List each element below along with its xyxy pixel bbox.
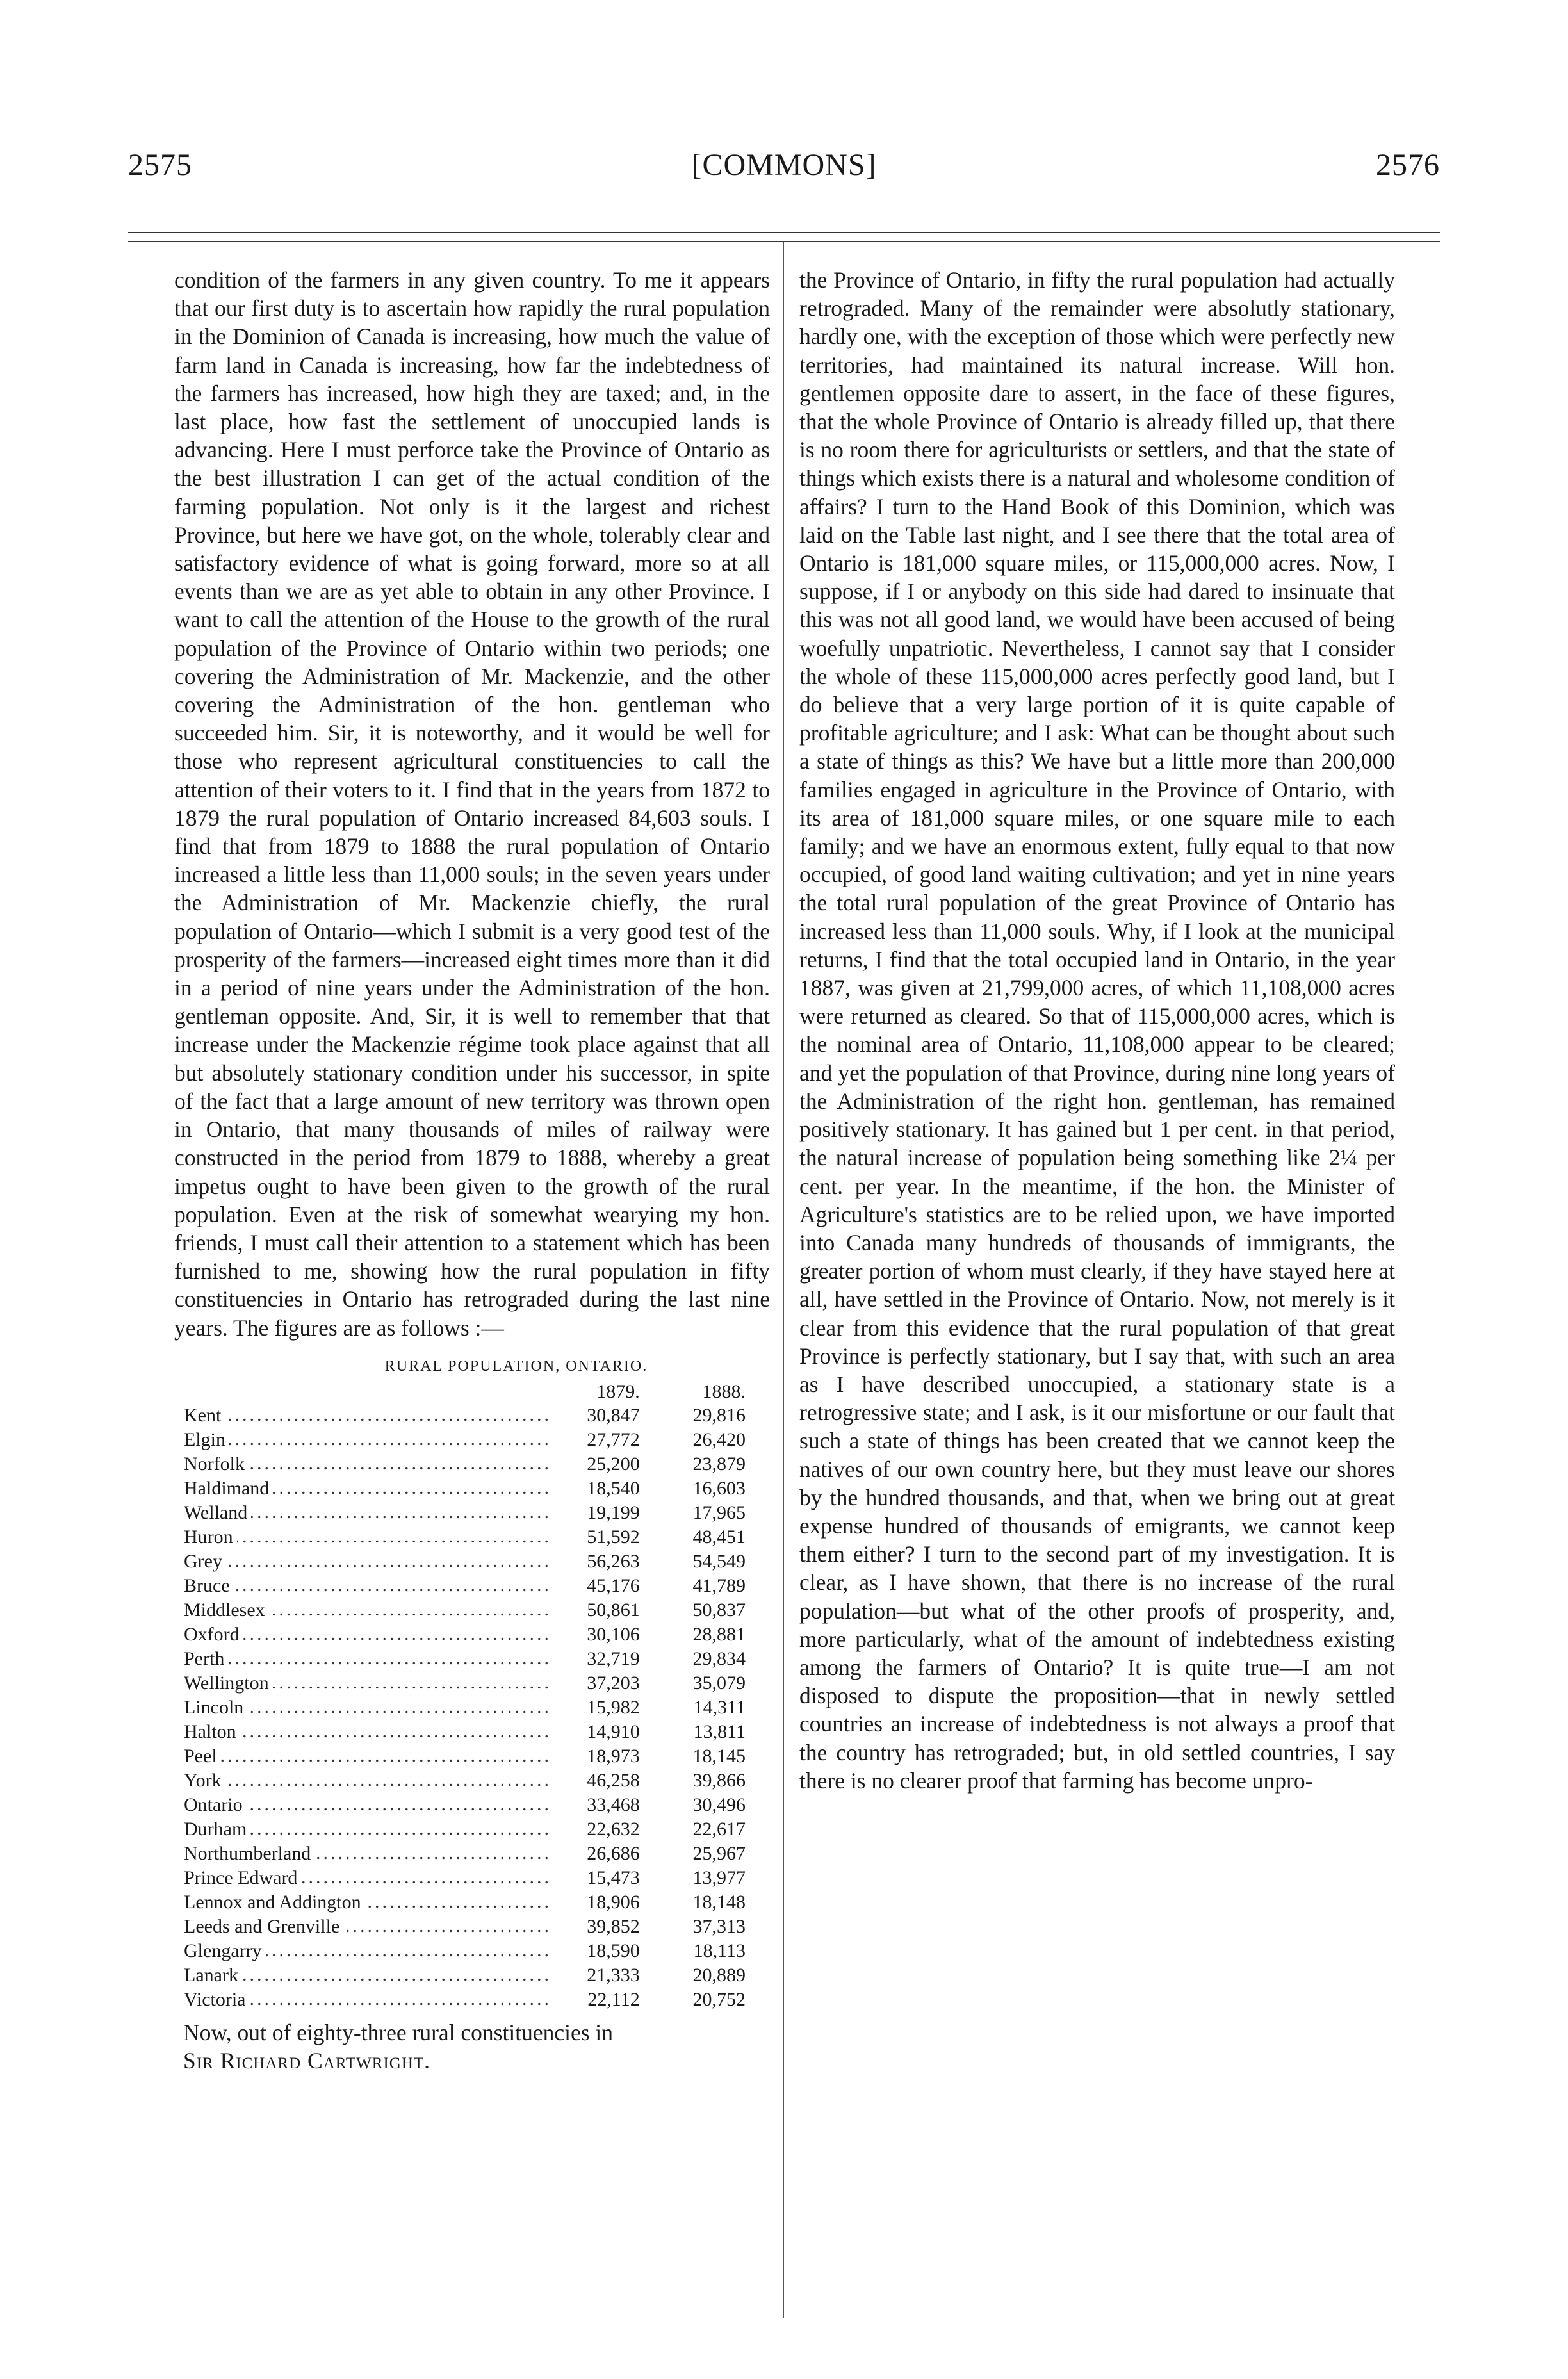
- population-1879: 32,719: [587, 1647, 640, 1669]
- page-number-left: 2575: [128, 148, 192, 182]
- table-row: [183, 1403, 760, 1428]
- constituency-label: Leeds and Grenville: [184, 1916, 343, 1937]
- constituency-label: Halton: [184, 1721, 240, 1742]
- constituency-name: [183, 1842, 548, 1866]
- constituency-name: [183, 1549, 548, 1574]
- population-1879: 56,263: [587, 1550, 640, 1572]
- constituency-label: Prince Edward: [184, 1867, 301, 1888]
- population-1888: 29,834: [692, 1647, 746, 1669]
- population-1888: 18,113: [693, 1940, 746, 1961]
- population-1879: 18,590: [587, 1940, 640, 1961]
- table-row: [183, 1574, 760, 1598]
- table-row: [183, 1696, 760, 1720]
- table-body: [183, 1403, 760, 2012]
- table-row: [183, 1915, 760, 1939]
- population-1888: 22,617: [692, 1818, 746, 1840]
- table-header-blank: [183, 1380, 548, 1403]
- population-1888: 17,965: [692, 1501, 746, 1523]
- after-table-text: Now, out of eighty-three rural constituencies in: [183, 2019, 614, 2045]
- constituency-name: [183, 1428, 548, 1452]
- page-title: [COMMONS]: [691, 148, 877, 182]
- table-row: [183, 1842, 760, 1866]
- constituency-name: [183, 1866, 548, 1890]
- table-row: [183, 1866, 760, 1890]
- table-row: [183, 1671, 760, 1696]
- population-1879: 50,861: [587, 1599, 640, 1621]
- constituency-label: Wellington: [184, 1672, 273, 1694]
- table-row: [183, 1647, 760, 1671]
- population-1879: 26,686: [587, 1842, 640, 1864]
- header-rule: [128, 232, 1440, 233]
- table-row: [183, 1452, 760, 1476]
- constituency-name: [183, 1720, 548, 1744]
- table-row: [183, 1769, 760, 1793]
- constituency-name: [183, 1525, 548, 1549]
- population-1888: 39,866: [692, 1769, 746, 1791]
- table-header-1879: 1879.: [596, 1380, 640, 1402]
- constituency-name: [183, 1623, 548, 1647]
- population-1879: 18,906: [587, 1891, 640, 1913]
- population-1888: 26,420: [692, 1428, 746, 1450]
- table-row: [183, 1744, 760, 1769]
- population-1879: 21,333: [587, 1964, 640, 1986]
- constituency-label: Grey: [184, 1551, 226, 1572]
- constituency-name: [183, 1501, 548, 1525]
- population-1888: 20,889: [692, 1964, 746, 1986]
- population-1879: 30,847: [587, 1404, 640, 1426]
- constituency-name: [183, 1696, 548, 1720]
- right-paragraph: the Province of Ontario, in fifty the rural population had actually retrograded. Many of the remainder were absolutly stationary, hardly one, with the exception of those which were perfectly new territories, had maintained its natural increase. Will hon. gentlemen opposite dare to assert, in the face of these figures, that the whole Province of Ontario is already filled up, that there is no room there for agriculturists or settlers, and that the state of things which exists there is a natural and wholesome condition of affairs? I turn to the Hand Book of this Dominion, which was laid on the Table last night, and I see there that the total area of Ontario is 181,000 square miles, or 115,000,000 acres. Now, I suppose, if I or anybody on this side had dared to insinuate that this was not all good land, we would have been accused of being woefully unpatriotic. Nevertheless, I cannot say that I consider the whole of these 115,000,000 acres perfectly good land, but I do believe that a very large portion of it is quite capable of profitable agriculture; and I ask: What can be thought about such a state of things as this? We have but a little more than 200,000 families engaged in agriculture in the Province of Ontario, with its area of 181,000 square miles, or one square mile to each family; and we have an enormous extent, fully equal to that now occupied, of good land waiting cultivation; and yet in nine years the total rural population of the great Province of Ontario has increased less than 11,000 souls. Why, if I look at the municipal returns, I find that the total occupied land in Ontario, in the year 1887, was given at 21,799,000 acres, of which 11,108,000 acres were returned as cleared. So that of 115,000,000 acres, which is the nominal area of Ontario, 11,108,000 appear to be cleared; and yet the population of that Province, during nine long years of the Administration of the right hon. gentleman, has remained positively stationary. It has gained but 1 per cent. in that period, the natural increase of population being something like 2¼ per cent. per year. In the meantime, if the hon. the Minister of Agriculture's statistics are to be relied upon, we have imported into Canada many hundreds of thousands of immigrants, the greater portion of whom must clearly, if they have stayed here at all, have settled in the Province of Ontario. Now, not merely is it clear from this evidence that the rural population of that great Province is perfectly stationary, but I say that, with such an area as I have described unoccupied, a stationary state is a retrogressive state; and I ask, is it our misfortune or our fault that such a state of things has been created that we cannot keep the natives of our own country here, but they must leave our shores by the hundred thousands, and that, when we bring out at great expense hundred of thousands of emigrants, we cannot keep them either? I turn to the second part of my investigation. It is clear, as I have shown, that there is no increase of the rural population—but what of the other proofs of prosperity, and, more particularly, what of the amount of indebtedness existing among the farmers of Ontario? It is quite true—I am not disposed to dispute the proposition—that in newly settled countries an increase of indebtedness is not always a proof that the country has retrograded; but, in old settled countries, I say there is no clearer proof that farming has become unpro-: [799, 267, 1395, 1794]
- table-row: [183, 1501, 760, 1525]
- constituency-label: Norfolk: [184, 1453, 249, 1475]
- constituency-label: Welland: [184, 1502, 251, 1523]
- constituency-name: [183, 1793, 548, 1817]
- population-1888: 30,496: [692, 1794, 746, 1815]
- header-rule-lower: [128, 241, 1440, 242]
- table-row: [183, 1598, 760, 1623]
- population-1879: 30,106: [587, 1623, 640, 1645]
- constituency-label: Ontario: [184, 1794, 247, 1815]
- table-row: [183, 1549, 760, 1574]
- constituency-name: [183, 1769, 548, 1793]
- population-1879: 25,200: [587, 1453, 640, 1475]
- constituency-label: Bruce: [184, 1575, 234, 1596]
- constituency-label: Victoria: [184, 1989, 250, 2010]
- population-1879: 18,973: [587, 1745, 640, 1767]
- population-1888: 28,881: [692, 1623, 746, 1645]
- constituency-label: Elgin: [184, 1429, 229, 1450]
- population-1888: 13,977: [692, 1867, 746, 1888]
- population-1879: 22,112: [587, 1988, 640, 2010]
- constituency-label: Northumberland: [184, 1843, 314, 1864]
- constituency-label: Peel: [184, 1745, 221, 1767]
- constituency-label: Oxford: [184, 1624, 243, 1645]
- constituency-name: [183, 1817, 548, 1842]
- constituency-name: [183, 1598, 548, 1623]
- population-1888: 16,603: [692, 1477, 746, 1499]
- table-header-row: [183, 1380, 760, 1403]
- table-row: [183, 1525, 760, 1549]
- constituency-name: [183, 1988, 548, 2012]
- population-1888: 37,313: [692, 1915, 746, 1937]
- constituency-name: [183, 1744, 548, 1769]
- constituency-label: Lennox and Addington: [184, 1892, 365, 1913]
- population-1879: 46,258: [587, 1769, 640, 1791]
- constituency-name: [183, 1647, 548, 1671]
- population-1879: 18,540: [587, 1477, 640, 1499]
- constituency-label: Lincoln: [184, 1697, 247, 1718]
- population-1879: 15,982: [587, 1696, 640, 1718]
- table-row: [183, 1793, 760, 1817]
- population-1888: 41,789: [692, 1574, 746, 1596]
- constituency-label: Perth: [184, 1648, 228, 1669]
- table-row: [183, 1988, 760, 2012]
- population-1879: 37,203: [587, 1672, 640, 1694]
- constituency-name: [183, 1452, 548, 1476]
- population-1888: 23,879: [692, 1453, 746, 1475]
- population-1879: 51,592: [587, 1526, 640, 1548]
- population-1888: 18,148: [692, 1891, 746, 1913]
- constituency-label: Kent: [184, 1405, 225, 1426]
- right-column: [799, 266, 1395, 1795]
- table-row: [183, 1476, 760, 1501]
- population-1879: 15,473: [587, 1867, 640, 1888]
- constituency-label: Haldimand: [184, 1478, 273, 1499]
- population-1879: 22,632: [587, 1818, 640, 1840]
- population-1879: 45,176: [587, 1574, 640, 1596]
- constituency-name: [183, 1574, 548, 1598]
- table-row: [183, 1963, 760, 1988]
- constituency-label: Huron: [184, 1526, 237, 1548]
- table-header-1888: 1888.: [702, 1380, 746, 1402]
- table-title: RURAL POPULATION, ONTARIO.: [384, 1357, 648, 1375]
- constituency-label: Lanark: [184, 1965, 242, 1986]
- table-row: [183, 1890, 760, 1915]
- table-row: [183, 1623, 760, 1647]
- population-1888: 13,811: [693, 1721, 746, 1742]
- table-row: [183, 1720, 760, 1744]
- constituency-label: Middlesex: [184, 1599, 269, 1621]
- constituency-name: [183, 1403, 548, 1428]
- constituency-label: Durham: [184, 1819, 250, 1840]
- population-1888: 54,549: [692, 1550, 746, 1572]
- constituency-name: [183, 1915, 548, 1939]
- population-1879: 14,910: [587, 1721, 640, 1742]
- population-1879: 27,772: [587, 1428, 640, 1450]
- population-1888: 29,816: [692, 1404, 746, 1426]
- table-row: [183, 1939, 760, 1963]
- constituency-label: York: [184, 1770, 225, 1791]
- page-number-right: 2576: [1376, 148, 1440, 182]
- table-row: [183, 1817, 760, 1842]
- speaker-name: Sir Richard Cartwright.: [183, 2047, 431, 2073]
- constituency-name: [183, 1939, 548, 1963]
- population-1888: 35,079: [692, 1672, 746, 1694]
- population-1888: 14,311: [693, 1696, 746, 1718]
- left-column: [174, 266, 770, 2075]
- population-1888: 18,145: [692, 1745, 746, 1767]
- constituency-name: [183, 1890, 548, 1915]
- population-1879: 39,852: [587, 1915, 640, 1937]
- population-1888: 50,837: [692, 1599, 746, 1621]
- table-row: [183, 1428, 760, 1452]
- column-divider: [783, 242, 784, 2318]
- rural-population-table: [183, 1346, 760, 2012]
- population-1879: 33,468: [587, 1794, 640, 1815]
- constituency-label: Glengarry: [184, 1940, 266, 1961]
- constituency-name: [183, 1476, 548, 1501]
- constituency-name: [183, 1671, 548, 1696]
- population-1888: 25,967: [692, 1842, 746, 1864]
- constituency-name: [183, 1963, 548, 1988]
- population-1888: 20,752: [692, 1988, 746, 2010]
- left-paragraph: condition of the farmers in any given country. To me it appears that our first duty is to ascertain how rapidly the rural population in the Dominion of Canada is increasing, how much the value of farm land in Canada is increasing, how far the indebtedness of the farmers has increased, how high they are taxed; and, in the last place, how fast the settlement of unoccupied lands is advancing. Here I must perforce take the Province of Ontario as the best illustration I can get of the actual condition of the farming population. Not only is it the largest and richest Province, but here we have got, on the whole, tolerably clear and satisfactory evidence of what is going forward, more so at all events than we are as yet able to obtain in any other Province. I want to call the attention of the House to the growth of the rural population of the Province of Ontario within two periods; one covering the Administration of Mr. Mackenzie, and the other covering the Administration of the hon. gentleman who succeeded him. Sir, it is noteworthy, and it would be well for those who represent agricultural constituencies to call the attention of their voters to it. I find that in the years from 1872 to 1879 the rural population of Ontario increased 84,603 souls. I find that from 1879 to 1888 the rural population of Ontario increased a little less than 11,000 souls; in the seven years under the Administration of Mr. Mackenzie chiefly, the rural population of Ontario—which I submit is a very good test of the prosperity of the farmers—increased eight times more than it did in a period of nine years under the Administration of the hon. gentleman opposite. And, Sir, it is well to remember that that increase under the Mackenzie régime took place against that all but absolutely stationary condition under his successor, in spite of the fact that a large amount of new territory was thrown open in Ontario, that many thousands of miles of railway were constructed in the period from 1879 to 1888, whereby a great impetus ought to have been given to the growth of the rural population. Even at the risk of somewhat wearying my hon. friends, I must call their attention to a statement which has been furnished to me, showing how the rural population in fifty constituencies in Ontario has retrograded during the last nine years. The figures are as follows :—: [174, 267, 770, 1341]
- page-header: [128, 147, 1440, 205]
- population-1879: 19,199: [587, 1501, 640, 1523]
- population-1888: 48,451: [692, 1526, 746, 1548]
